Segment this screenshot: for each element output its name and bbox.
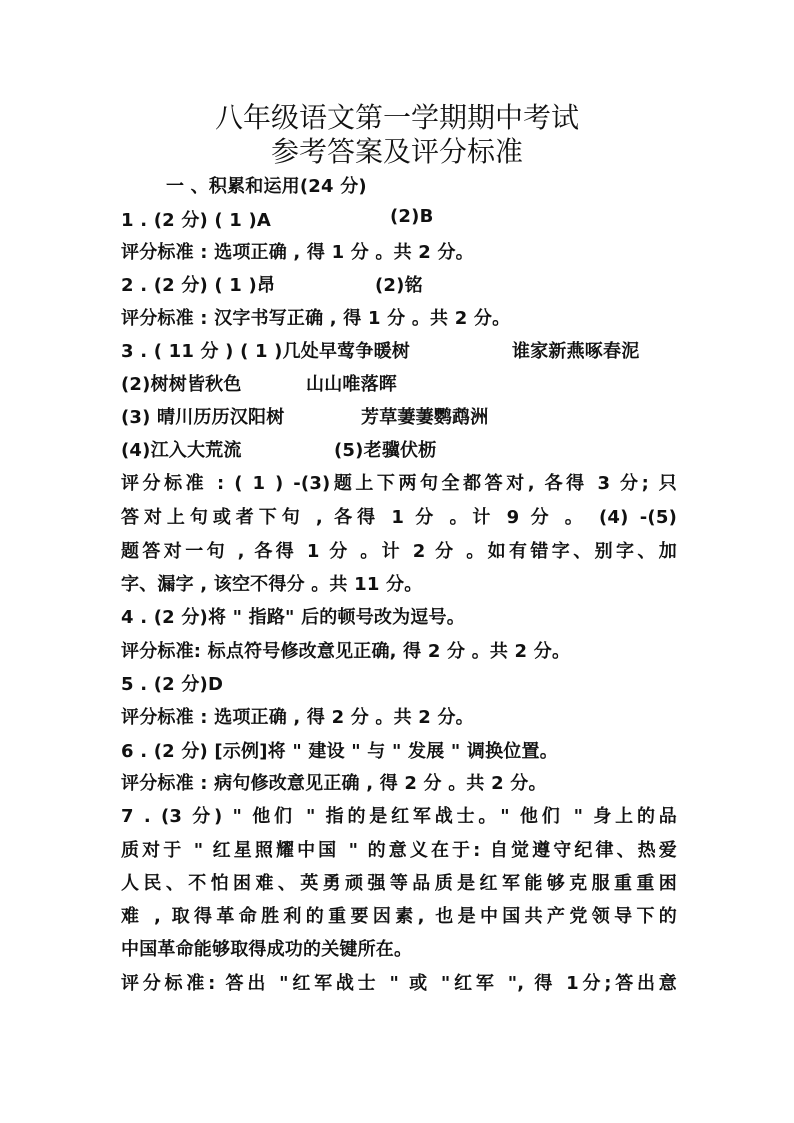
question-3-line-3-a: (3) 晴川历历汉阳树 bbox=[121, 407, 285, 428]
question-3-line-3-b: 芳草萋萋鹦鹉洲 bbox=[361, 407, 489, 428]
question-3-line-4-b: (5)老骥伏枥 bbox=[334, 440, 437, 461]
question-3-line-2-a: (2)树树皆秋色 bbox=[121, 374, 242, 395]
question-7-line-1: 7 . (3 分) " 他们 " 指的是红军战士。" 他们 " 身上的品 bbox=[121, 806, 677, 827]
question-6-scoring: 评分标准 : 病句修改意见正确 , 得 2 分 。共 2 分。 bbox=[121, 773, 547, 794]
question-4-scoring: 评分标准: 标点符号修改意见正确, 得 2 分 。共 2 分。 bbox=[121, 641, 571, 662]
question-3 bbox=[121, 337, 677, 363]
question-7-line-2: 质对于 " 红星照耀中国 " 的意义在于: 自觉遵守纪律、热爱 bbox=[121, 840, 677, 861]
document-subtitle: 参考答案及评分标准 bbox=[270, 135, 523, 168]
question-1-part-2: (2)B bbox=[390, 206, 434, 227]
question-3-line-4-a: (4)江入大荒流 bbox=[121, 440, 242, 461]
question-4: 4 . (2 分)将 " 指路" 后的顿号改为逗号。 bbox=[121, 607, 465, 628]
question-2 bbox=[121, 271, 677, 297]
question-7-line-3: 人民、不怕困难、英勇顽强等品质是红军能够克服重重困 bbox=[121, 873, 677, 894]
section-heading: 一 、积累和运用(24 分) bbox=[166, 176, 367, 197]
question-3-line-1-b: 谁家新燕啄春泥 bbox=[512, 341, 640, 362]
question-7-line-4: 难 , 取得革命胜利的重要因素, 也是中国共产党领导下的 bbox=[121, 906, 677, 927]
question-2-part-1: 2 . (2 分) ( 1 )昂 bbox=[121, 275, 276, 296]
question-7-line-5: 中国革命能够取得成功的关键所在。 bbox=[121, 939, 413, 960]
question-1-part-1: 1 . (2 分) ( 1 )A bbox=[121, 210, 272, 231]
question-3-line-1-a: 3 . ( 11 分 ) ( 1 )几处早莺争暖树 bbox=[121, 341, 410, 362]
question-5: 5 . (2 分)D bbox=[121, 674, 224, 695]
question-1-scoring: 评分标准 : 选项正确 , 得 1 分 。共 2 分。 bbox=[121, 242, 474, 263]
question-3-line-2-b: 山山唯落晖 bbox=[306, 374, 397, 395]
question-7-scoring: 评分标准: 答出 "红军战士 " 或 "红军 ", 得 1分;答出意 bbox=[121, 973, 677, 994]
question-3-scoring-line-2: 答对上句或者下句 , 各得 1 分 。计 9 分 。 (4) -(5) bbox=[121, 507, 677, 528]
question-1 bbox=[121, 206, 677, 232]
question-3-scoring-line-3: 题答对一句 , 各得 1 分 。计 2 分 。如有错字、别字、加 bbox=[121, 541, 677, 562]
question-3-scoring-line-4: 字、漏字 , 该空不得分 。共 11 分。 bbox=[121, 574, 423, 595]
question-3-line-4 bbox=[121, 436, 677, 462]
question-5-scoring: 评分标准 : 选项正确 , 得 2 分 。共 2 分。 bbox=[121, 707, 474, 728]
question-6: 6 . (2 分) [示例]将 " 建设 " 与 " 发展 " 调换位置。 bbox=[121, 741, 558, 762]
question-3-scoring-line-1: 评分标准 : ( 1 ) -(3)题上下两句全都答对, 各得 3 分; 只 bbox=[121, 473, 677, 494]
question-2-part-2: (2)铭 bbox=[375, 275, 423, 296]
question-2-scoring: 评分标准 : 汉字书写正确 , 得 1 分 。共 2 分。 bbox=[121, 308, 511, 329]
document-title: 八年级语文第一学期期中考试 bbox=[214, 101, 579, 134]
question-3-line-2 bbox=[121, 370, 677, 396]
question-3-line-3 bbox=[121, 403, 677, 429]
